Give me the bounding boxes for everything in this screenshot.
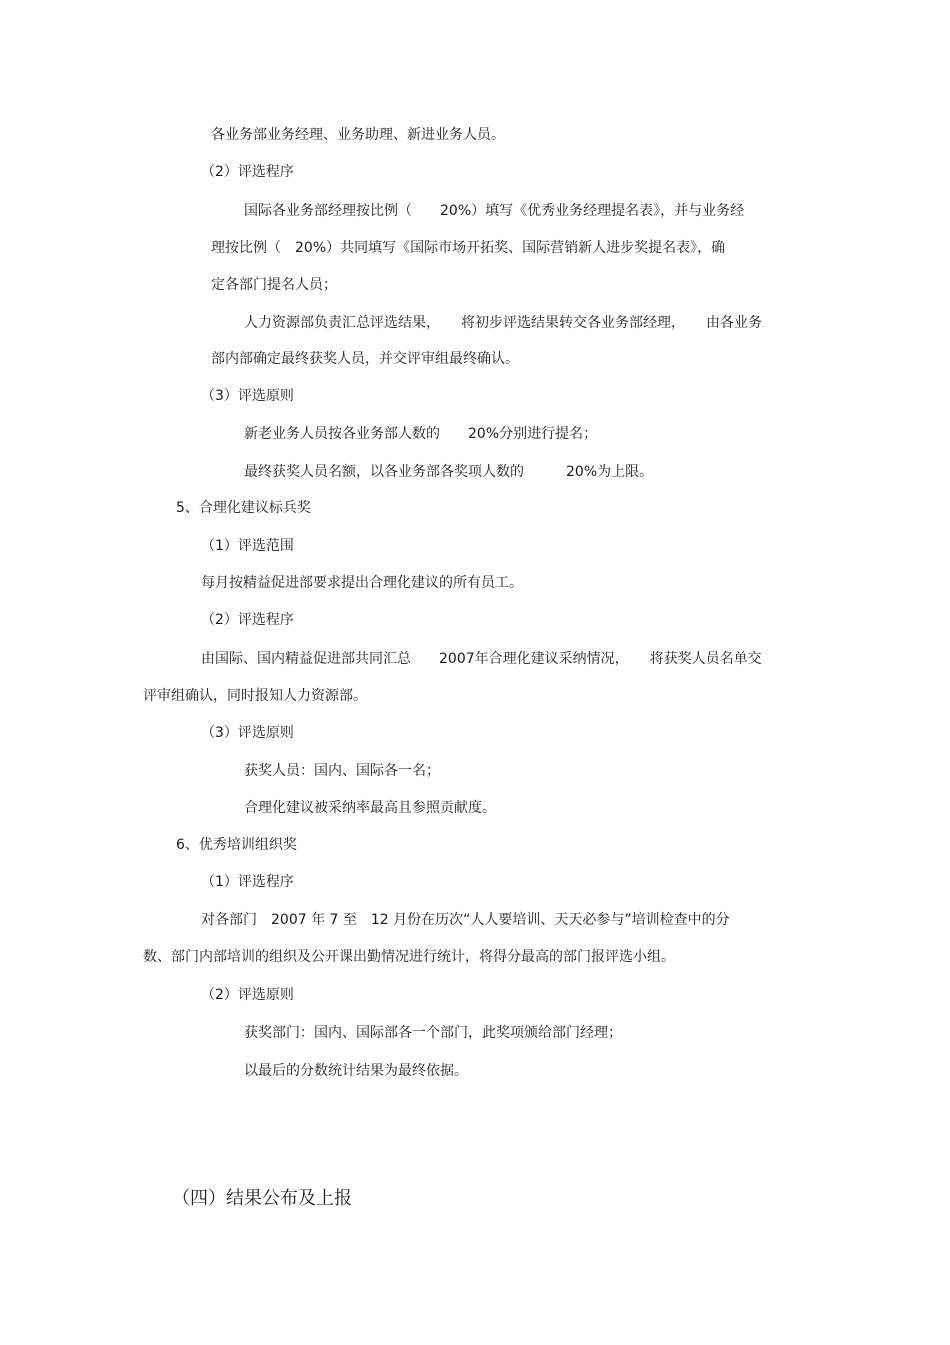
text-line: 以最后的分数统计结果为最终依据。 (244, 1063, 468, 1079)
subsection-label: （2）评选原则 (201, 987, 294, 1003)
text-line: 各业务部业务经理、业务助理、新进业务人员。 (211, 127, 505, 143)
text-line: 评审组确认，同时报知人力资源部。 (143, 688, 367, 704)
subsection-label: （3）评选原则 (201, 388, 294, 404)
subsection-label: （1）评选程序 (201, 874, 294, 890)
section-heading: （四）结果公布及上报 (172, 1188, 352, 1209)
text-line: 人力资源部负责汇总评选结果， 将初步评选结果转交各业务部经理， 由各业务 (244, 315, 762, 331)
text-line: 新老业务人员按各业务部人数的 20%分别进行提名； (244, 426, 598, 442)
subsection-label: （1）评选范围 (201, 538, 294, 554)
text-line: 定各部门提名人员； (211, 277, 337, 293)
text-line: 部内部确定最终获奖人员，并交评审组最终确认。 (211, 351, 519, 367)
text-line: 获奖人员：国内、国际各一名； (244, 763, 440, 779)
text-line: 数、部门内部培训的组织及公开课出勤情况进行统计，将得分最高的部门报评选小组。 (143, 949, 675, 965)
text-line: 由国际、国内精益促进部共同汇总 2007年合理化建议采纳情况， 将获奖人员名单交 (201, 651, 762, 667)
text-line: 合理化建议被采纳率最高且参照贡献度。 (244, 800, 496, 816)
subsection-label: （2）评选程序 (201, 164, 294, 180)
text-line: 对各部门 2007 年 7 至 12 月份在历次“人人要培训、天天必参与”培训检查中的分 (201, 912, 730, 928)
text-line: 国际各业务部经理按比例（ 20%）填写《优秀业务经理提名表》，并与业务经 (244, 203, 745, 219)
subsection-label: （2）评选程序 (201, 612, 294, 628)
text-line: 每月按精益促进部要求提出合理化建议的所有员工。 (201, 575, 523, 591)
subsection-label: （3）评选原则 (201, 725, 294, 741)
text-line: 理按比例（ 20%）共同填写《国际市场开拓奖、国际营销新人进步奖提名表》，确 (211, 240, 726, 256)
text-line: 获奖部门：国内、国际部各一个部门，此奖项颁给部门经理； (244, 1025, 622, 1041)
text-line: 最终获奖人员名额，以各业务部各奖项人数的 20%为上限。 (244, 464, 654, 480)
item-heading: 5、合理化建议标兵奖 (176, 500, 311, 516)
item-heading: 6、优秀培训组织奖 (176, 837, 297, 853)
